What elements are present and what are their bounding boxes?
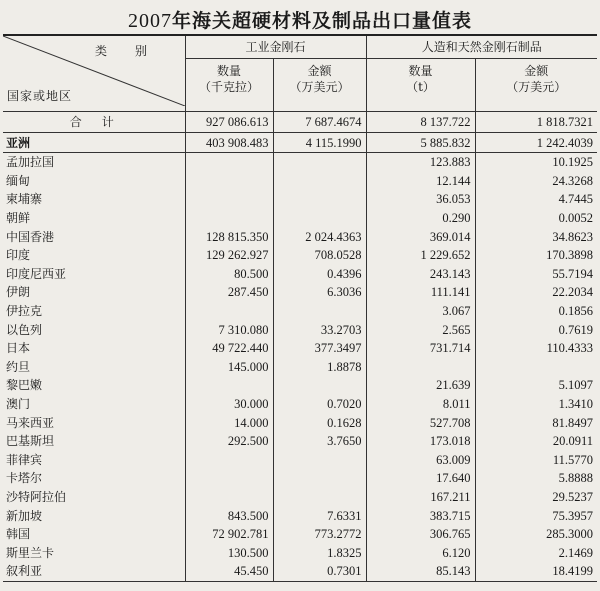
products-quantity: 21.639 [366,376,475,395]
products-quantity: 111.141 [366,283,475,302]
table-row [3,283,597,302]
industrial-amount [273,209,366,228]
industrial-amount: 7 687.4674 [273,112,366,133]
products-amount: 22.2034 [475,283,597,302]
title-text: 年海关超硬材料及制品出口量值表 [171,10,472,32]
industrial-quantity: 128 815.350 [185,227,273,246]
industrial-amount: 7.6331 [273,506,366,525]
region-name: 沙特阿拉伯 [6,489,67,504]
table-row [3,246,597,265]
unit-label: （万美元） [506,80,567,94]
industrial-quantity: 292.500 [185,432,273,451]
products-quantity: 2.565 [366,320,475,339]
industrial-quantity: 49 722.440 [185,339,273,358]
industrial-amount: 1.8878 [273,358,366,377]
industrial-quantity: 843.500 [185,506,273,525]
region-name: 卡塔尔 [6,471,43,486]
products-amount: 24.3268 [475,172,597,191]
industrial-quantity: 14.000 [185,413,273,432]
table-row [3,339,597,358]
region-name: 马来西亚 [6,415,55,430]
region-name: 朝鲜 [6,211,31,226]
table-row [3,190,597,209]
industrial-amount: 3.7650 [273,432,366,451]
industrial-amount: 708.0528 [273,246,366,265]
industrial-quantity [185,172,273,191]
products-quantity: 527.708 [366,413,475,432]
region-name: 斯里兰卡 [6,545,55,560]
industrial-amount: 6.3036 [273,283,366,302]
industrial-amount [273,451,366,470]
industrial-amount: 1.8325 [273,543,366,562]
products-amount: 110.4333 [475,339,597,358]
group-diamond-products: 人造和天然金刚石制品 [366,35,597,59]
industrial-quantity [185,451,273,470]
group-industrial-diamond: 工业金刚石 [185,35,366,59]
industrial-quantity [185,376,273,395]
industrial-amount: 2 024.4363 [273,227,366,246]
table-row [3,209,597,228]
products-amount: 0.1856 [475,302,597,321]
region-name: 印度尼西亚 [6,266,67,281]
industrial-amount [273,488,366,507]
products-quantity: 85.143 [366,562,475,581]
industrial-amount: 4 115.1990 [273,133,366,153]
corner-header [3,35,185,112]
table-row [3,488,597,507]
products-quantity: 243.143 [366,265,475,284]
table-row [3,432,597,451]
products-quantity: 731.714 [366,339,475,358]
table-row [3,376,597,395]
products-amount: 75.3957 [475,506,597,525]
unit-label: （万美元） [289,80,350,94]
industrial-quantity: 287.450 [185,283,273,302]
industrial-quantity: 403 908.483 [185,133,273,153]
total-row [3,112,597,133]
products-quantity: 12.144 [366,172,475,191]
table-row [3,562,597,581]
unit-label: （t） [406,80,435,94]
products-amount: 2.1469 [475,543,597,562]
products-amount: 5.8888 [475,469,597,488]
region-name: 约旦 [6,359,31,374]
region-name: 黎巴嫩 [6,378,43,393]
unit-label: （千克拉） [198,80,259,94]
products-quantity: 0.290 [366,209,475,228]
industrial-amount: 773.2772 [273,525,366,544]
quantity-label: 数量 [216,64,241,78]
region-name: 伊拉克 [6,304,43,319]
industrial-quantity: 45.450 [185,562,273,581]
region-name: 菲律宾 [6,452,43,467]
industrial-quantity [185,190,273,209]
industrial-quantity: 30.000 [185,395,273,414]
products-quantity: 1 229.652 [366,246,475,265]
products-amount: 1.3410 [475,395,597,414]
col-amount-2 [475,59,597,112]
industrial-quantity [185,488,273,507]
products-quantity [366,358,475,377]
products-amount: 0.7619 [475,320,597,339]
table-row [3,469,597,488]
products-quantity: 173.018 [366,432,475,451]
region-name: 合计 [3,112,185,133]
table-row [3,506,597,525]
industrial-amount [273,153,366,172]
products-quantity: 6.120 [366,543,475,562]
region-name: 以色列 [6,322,43,337]
region-name: 印度 [6,248,31,263]
table-row [3,413,597,432]
industrial-quantity: 130.500 [185,543,273,562]
products-amount: 285.3000 [475,525,597,544]
products-quantity: 8 137.722 [366,112,475,133]
region-name: 亚洲 [3,133,185,153]
industrial-amount [273,302,366,321]
table-row [3,451,597,470]
region-name: 柬埔寨 [6,192,43,207]
table-row [3,133,597,153]
products-amount: 81.8497 [475,413,597,432]
products-amount: 20.0911 [475,432,597,451]
amount-label: 金额 [524,64,549,78]
industrial-amount: 0.7020 [273,395,366,414]
industrial-amount: 377.3497 [273,339,366,358]
products-amount: 4.7445 [475,190,597,209]
industrial-quantity: 7 310.080 [185,320,273,339]
industrial-amount [273,469,366,488]
industrial-amount: 0.4396 [273,265,366,284]
products-quantity: 167.211 [366,488,475,507]
industrial-amount: 0.1628 [273,413,366,432]
col-quantity-2 [366,59,475,112]
table-row [3,153,597,172]
industrial-quantity [185,153,273,172]
industrial-amount: 0.7301 [273,562,366,581]
region-name: 伊朗 [6,285,31,300]
industrial-quantity: 145.000 [185,358,273,377]
region-name: 中国香港 [6,229,55,244]
table-row [3,543,597,562]
products-quantity: 123.883 [366,153,475,172]
region-name: 孟加拉国 [6,155,55,170]
region-label: 国家或地区 [7,89,73,103]
industrial-quantity: 927 086.613 [185,112,273,133]
quantity-label: 数量 [408,64,433,78]
products-amount: 11.5770 [475,451,597,470]
industrial-amount [273,376,366,395]
products-amount: 1 242.4039 [475,133,597,153]
industrial-quantity: 72 902.781 [185,525,273,544]
products-amount: 5.1097 [475,376,597,395]
industrial-quantity [185,469,273,488]
products-amount: 170.3898 [475,246,597,265]
products-amount [475,358,597,377]
col-amount-1 [273,59,366,112]
region-name: 日本 [6,341,31,356]
region-name: 缅甸 [6,173,31,188]
category-label: 类别 [95,44,176,58]
table-row [3,525,597,544]
products-amount: 0.0052 [475,209,597,228]
table-row [3,320,597,339]
products-quantity: 383.715 [366,506,475,525]
table-row [3,227,597,246]
industrial-amount: 33.2703 [273,320,366,339]
table-row [3,172,597,191]
industrial-quantity: 129 262.927 [185,246,273,265]
products-amount: 29.5237 [475,488,597,507]
products-amount: 34.8623 [475,227,597,246]
region-name: 韩国 [6,527,31,542]
region-name: 新加坡 [6,508,43,523]
table-row [3,395,597,414]
table-row [3,358,597,377]
col-quantity-1 [185,59,273,112]
region-name: 叙利亚 [3,562,185,581]
products-quantity: 306.765 [366,525,475,544]
industrial-quantity [185,302,273,321]
industrial-quantity [185,209,273,228]
industrial-quantity: 80.500 [185,265,273,284]
products-quantity: 369.014 [366,227,475,246]
products-amount: 55.7194 [475,265,597,284]
table-row [3,265,597,284]
page-title [0,6,600,30]
table-row [3,302,597,321]
region-name: 澳门 [6,397,31,412]
region-name: 巴基斯坦 [6,434,55,449]
products-amount: 10.1925 [475,153,597,172]
industrial-amount [273,190,366,209]
products-quantity: 36.053 [366,190,475,209]
products-quantity: 3.067 [366,302,475,321]
products-quantity: 8.011 [366,395,475,414]
amount-label: 金额 [307,64,332,78]
products-quantity: 17.640 [366,469,475,488]
industrial-amount [273,172,366,191]
products-quantity: 63.009 [366,451,475,470]
export-table [3,34,597,582]
products-amount: 18.4199 [475,562,597,581]
title-year: 2007 [127,10,172,32]
products-amount: 1 818.7321 [475,112,597,133]
products-quantity: 5 885.832 [366,133,475,153]
